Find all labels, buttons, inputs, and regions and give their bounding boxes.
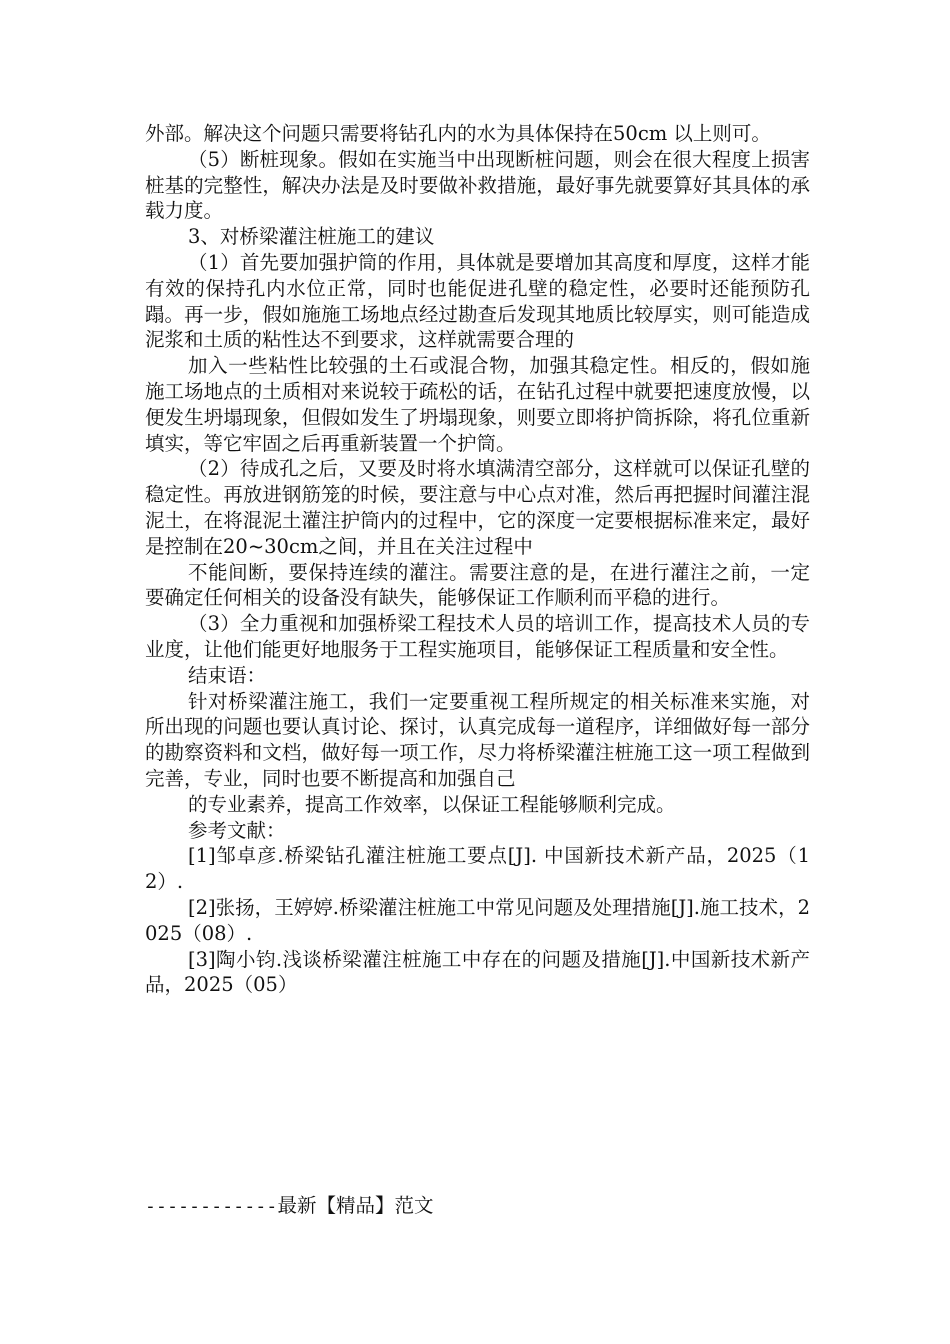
section-heading-3: 3、对桥梁灌注桩施工的建议	[188, 225, 435, 249]
paragraph-item-5: （5）断桩现象。假如在实施当中出现断桩问题，则会在很大程度上损害桩基的完整性，解决办法是及时要做补救措施，最好事先就要算好其具体的承载力度。	[145, 147, 810, 223]
reference-item-1: [1]邹卓彦.桥梁钻孔灌注桩施工要点[J]. 中国新技术新产品，2025（12）.	[145, 844, 810, 894]
paragraph-suggestion-1: （1）首先要加强护筒的作用，具体就是要增加其高度和厚度，这样才能有效的保持孔内水位正常，同时也能促进孔壁的稳定性，必要时还能预防孔蹋。再一步，假如施施工场地点经过勘查后发现其地质比较厚实，则可能造成泥浆和土质的粘性达不到要求，这样就需要合理的	[145, 250, 810, 352]
conclusion-paragraph-cont: 的专业素养，提高工作效率，以保证工程能够顺利完成。	[188, 792, 676, 816]
page-footer	[145, 1193, 810, 1220]
references-heading: 参考文献：	[188, 818, 286, 842]
paragraph-suggestion-3: （3）全力重视和加强桥梁工程技术人员的培训工作，提高技术人员的专业度，让他们能更好地服务于工程实施项目，能够保证工程质量和安全性。	[145, 612, 810, 661]
paragraph-suggestion-2: （2）待成孔之后，又要及时将水填满清空部分，这样就可以保证孔壁的稳定性。再放进钢筋笼的时候，要注意与中心点对准，然后再把握时间灌注混泥土，在将混泥土灌注护筒内的过程中，它的深度一定要根据标准来定，最好是控制在20~30cm之间，并且在关注过程中	[145, 457, 810, 558]
reference-item-3: [3]陶小钧.浅谈桥梁灌注桩施工中存在的问题及措施[J].中国新技术新产品，2025（05）	[145, 947, 810, 997]
paragraph-suggestion-2-cont: 不能间断，要保持连续的灌注。需要注意的是，在进行灌注之前，一定要确定任何相关的设备没有缺失，能够保证工作顺利而平稳的进行。	[145, 560, 810, 610]
footer-label: 最新【精品】范文	[277, 1194, 434, 1217]
paragraph-suggestion-1-cont: 加入一些粘性比较强的土石或混合物，加强其稳定性。相反的，假如施施工场地点的土质相对来说较于疏松的话，在钻孔过程中就要把速度放慢，以便发生坍塌现象，但假如发生了坍塌现象，则要立即将护筒拆除，将孔位重新填实，等它牢固之后再重新装置一个护筒。	[145, 354, 810, 455]
footer-dashes: ------------	[145, 1196, 278, 1217]
conclusion-paragraph: 针对桥梁灌注施工，我们一定要重视工程所规定的相关标准来实施，对所出现的问题也要认真讨论、探讨，认真完成每一道程序，详细做好每一部分的勘察资料和文档，做好每一项工作，尽力将桥梁灌注桩施工这一项工程做到完善，专业，同时也要不断提高和加强自己	[145, 689, 810, 790]
reference-item-2: [2]张扬，王婷婷.桥梁灌注桩施工中常见问题及处理措施[J].施工技术，2025（08）.	[145, 895, 810, 945]
document-body	[145, 121, 810, 998]
conclusion-heading: 结束语：	[188, 663, 267, 687]
paragraph-continuation: 外部。解决这个问题只需要将钻孔内的水为具体保持在50cm 以上则可。	[145, 122, 771, 145]
